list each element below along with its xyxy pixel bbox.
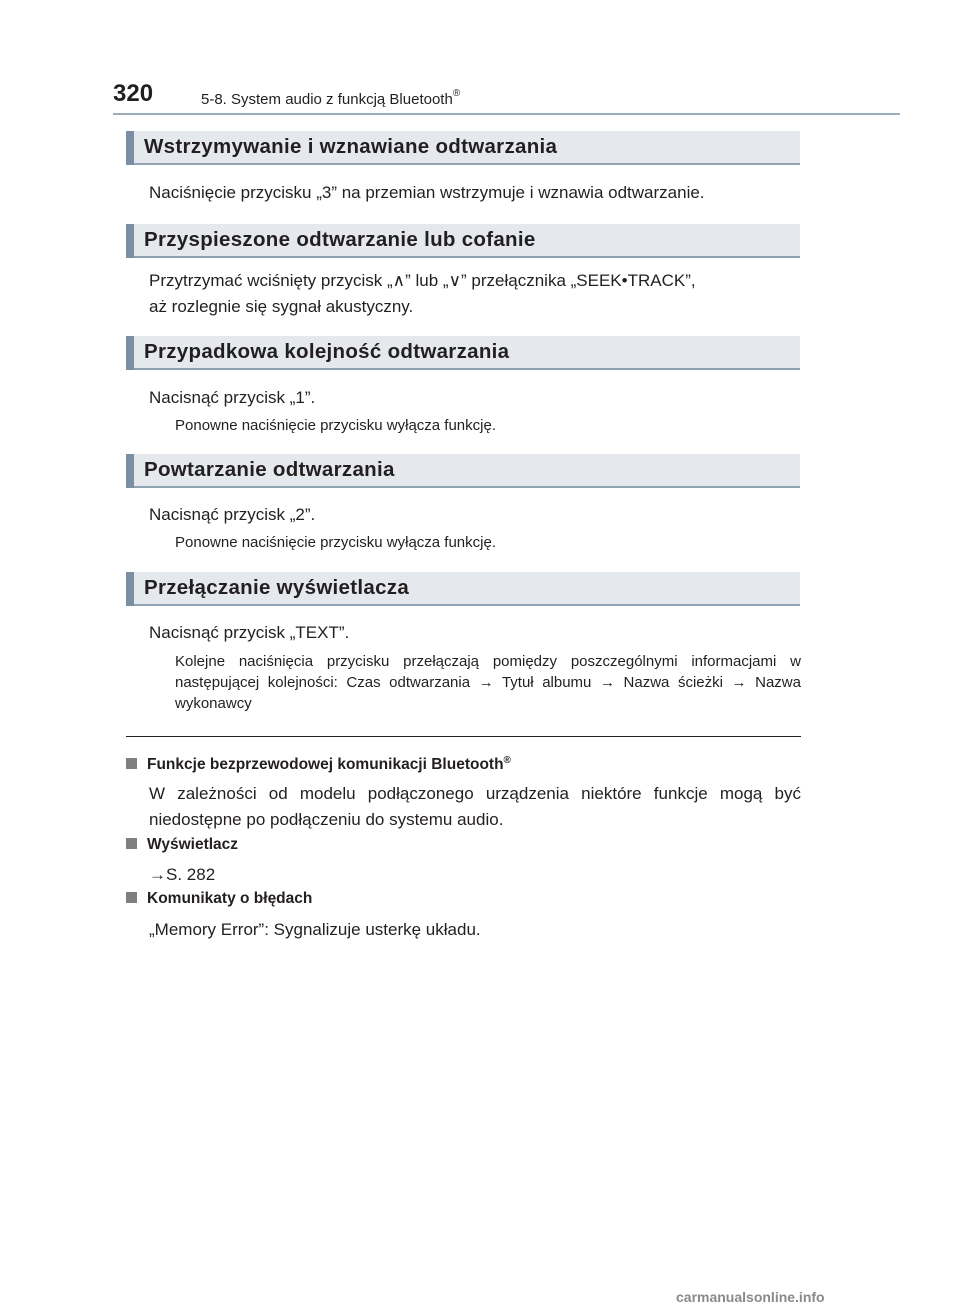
square-bullet-icon [126,758,137,769]
section-title: Wstrzymywanie i wznawiane odtwarzania [144,135,558,158]
note-heading-text: Komunikaty o błędach [147,890,313,907]
note-heading-error-messages [126,890,312,908]
section-text: Naciśnięcie przycisku „3” na przemian wstrzymuje i wznawia odtwarzanie. [149,183,705,202]
section-heading-pause-resume [126,131,800,165]
section-text: Nacisnąć przycisk „2”. [149,505,316,524]
running-header-text: 5-8. System audio z funkcją Bluetooth [201,91,453,108]
section-text [149,268,801,320]
note-heading-bluetooth [126,755,511,774]
note-heading-text: Wyświetlacz [147,836,239,853]
section-subtext: Ponowne naciśnięcie przycisku wyłącza funkcję. [175,534,496,551]
section-title: Przypadkowa kolejność odtwarzania [144,340,510,363]
header-rule [113,113,900,115]
note-heading-display [126,836,238,854]
note-text: W zależności od modelu podłączonego urządzenia niektóre funkcje mogą być niedostępne po podłączeniu do systemu audio. [149,784,801,829]
page-reference-link[interactable]: →S. 282 [149,865,216,884]
running-header [201,90,460,108]
section-text-line: Przytrzymać wciśnięty przycisk „∧” lub „∨” przełącznika „SEEK•TRACK”, [149,271,696,290]
section-title: Powtarzanie odtwarzania [144,458,395,481]
watermark: carmanualsonline.info [676,1289,825,1305]
section-subtext: Kolejne naciśnięcia przycisku przełączają pomiędzy poszczególnymi informacjami w następującej kolejności: Czas odtwarzania → Tytuł albumu → Nazwa ścieżki → Nazwa wykonawcy [175,653,801,712]
section-text-line: aż rozlegnie się sygnał akustyczny. [149,297,414,316]
section-title: Przełączanie wyświetlacza [144,576,410,599]
section-text: Nacisnąć przycisk „TEXT”. [149,623,350,642]
section-title: Przyspieszone odtwarzanie lub cofanie [144,228,536,251]
section-subtext: Ponowne naciśnięcie przycisku wyłącza funkcję. [175,417,496,434]
note-text: „Memory Error”: Sygnalizuje usterkę układu. [149,920,481,939]
section-heading-random-playback [126,336,800,370]
section-text: Nacisnąć przycisk „1”. [149,388,316,407]
notes-divider [126,736,801,737]
note-heading-text: Funkcje bezprzewodowej komunikacji Bluetooth [147,756,504,774]
section-heading-repeat-playback [126,454,800,488]
page-number: 320 [113,80,154,107]
square-bullet-icon [126,838,137,849]
square-bullet-icon [126,892,137,903]
registered-mark: ® [452,88,461,99]
registered-mark: ® [503,755,511,766]
section-heading-display-switching [126,572,800,606]
section-heading-fast-forward-rewind [126,224,800,258]
